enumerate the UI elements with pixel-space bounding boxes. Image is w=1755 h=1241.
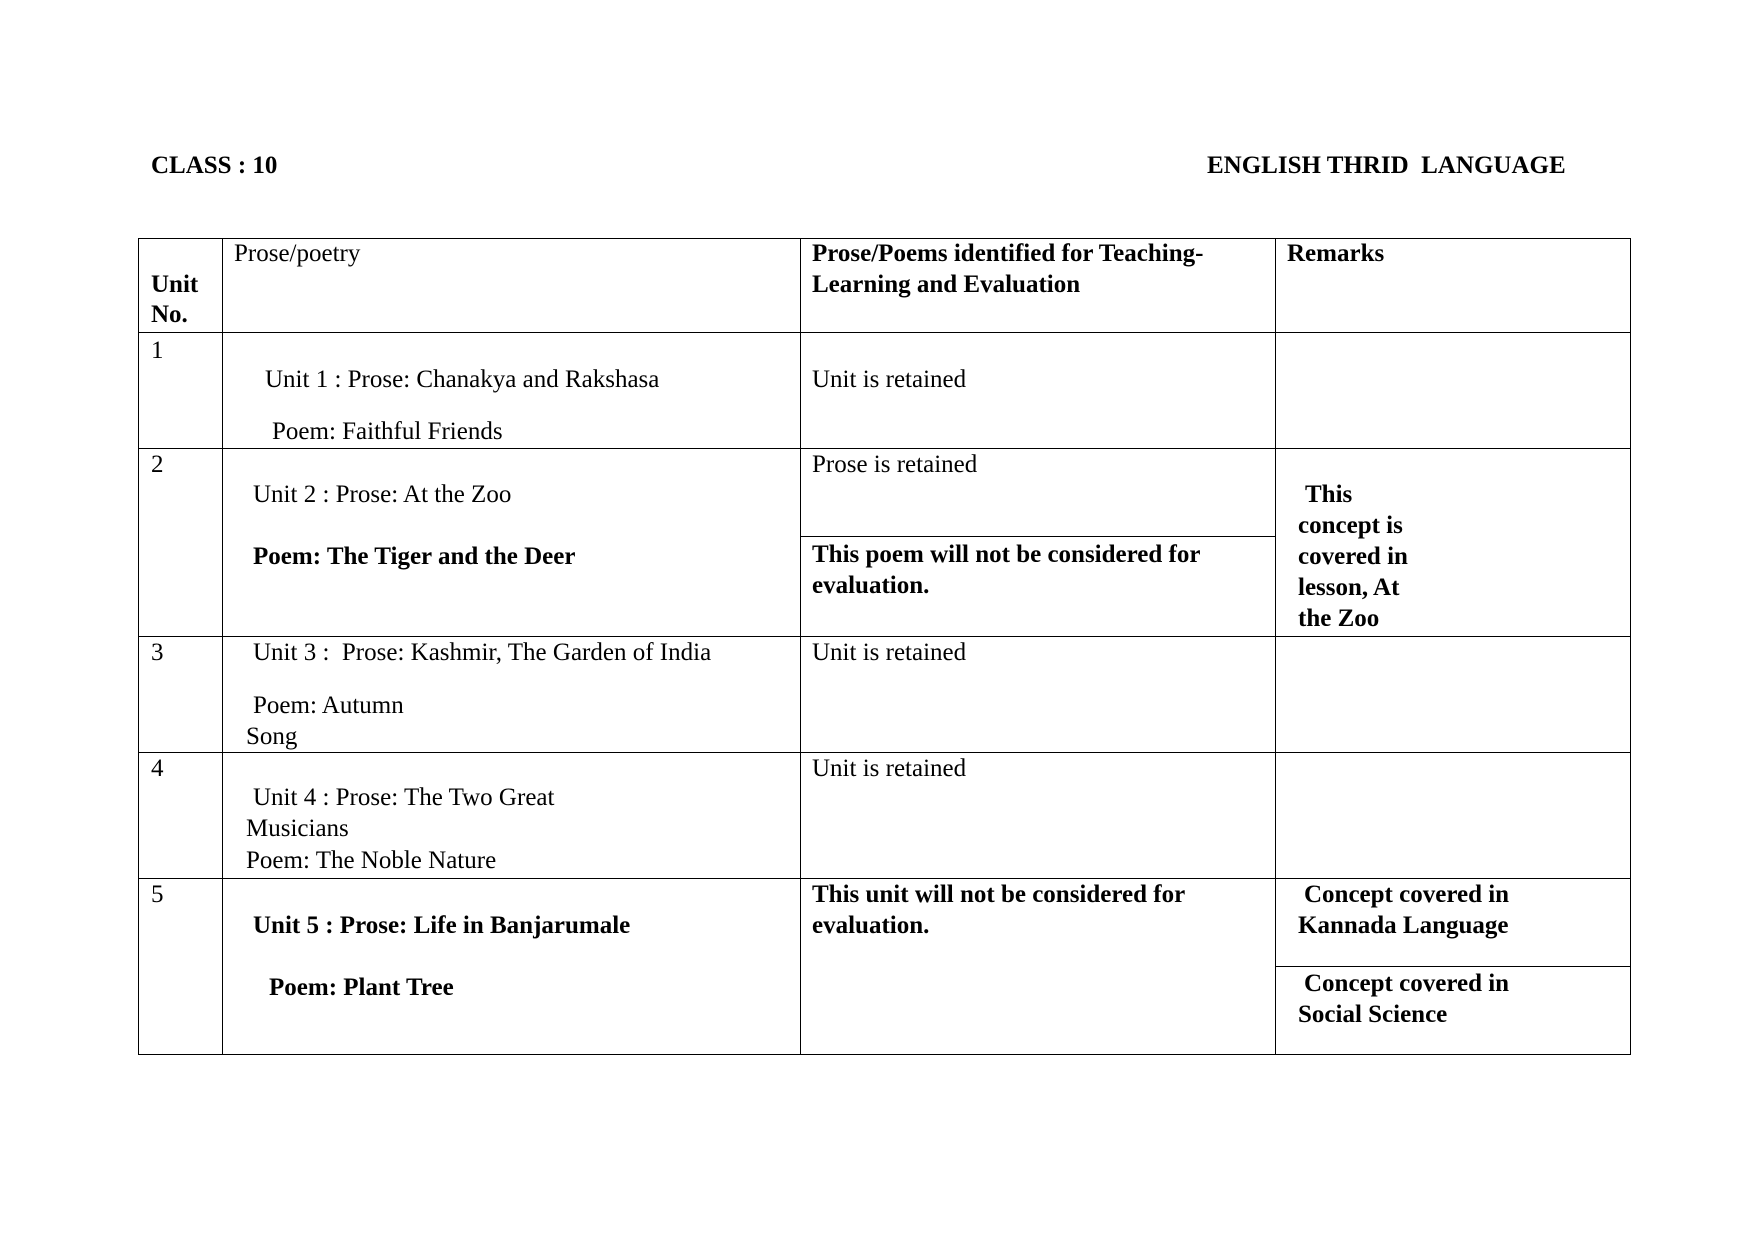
poem-status-line1: This poem will not be considered for <box>812 541 1201 568</box>
remarks-cell-split <box>1276 879 1631 1055</box>
poem-status-line2: evaluation. <box>812 572 930 599</box>
content-cell <box>223 753 801 879</box>
content-cell <box>223 637 801 753</box>
syllabus-table <box>138 238 1631 1055</box>
remark-prose-line2: Kannada Language <box>1298 912 1509 939</box>
table-row <box>139 753 1631 879</box>
unit-number: 5 <box>151 881 164 908</box>
table-row <box>139 449 1631 637</box>
remark-line1: This <box>1305 481 1353 508</box>
prose-title: Unit 5 : Prose: Life in Banjarumale <box>253 912 631 939</box>
remarks-cell <box>1276 449 1631 637</box>
header-prose-poetry <box>223 239 801 333</box>
status-line1: This unit will not be considered for <box>812 881 1186 908</box>
remarks-cell <box>1276 333 1631 449</box>
status-cell <box>801 333 1276 449</box>
status-text: Unit is retained <box>812 366 967 393</box>
unit-number-cell <box>139 753 223 879</box>
table-row <box>139 637 1631 753</box>
prose-status-text: Prose is retained <box>812 451 978 478</box>
status-cell <box>801 753 1276 879</box>
content-cell <box>223 879 801 1055</box>
poem-title: Poem: Faithful Friends <box>272 418 503 445</box>
syllabus-table-wrapper <box>138 238 1631 1055</box>
header-identified <box>801 239 1276 333</box>
unit-number: 4 <box>151 755 164 782</box>
poem-title: Poem: Plant Tree <box>269 974 454 1001</box>
status-text: Unit is retained <box>812 639 967 666</box>
unit-number-cell <box>139 333 223 449</box>
prose-title: Unit 4 : Prose: The Two Great <box>253 784 555 811</box>
remark-line3: covered in <box>1298 543 1408 570</box>
status-text: Unit is retained <box>812 755 967 782</box>
table-row <box>139 333 1631 449</box>
header-remarks <box>1276 239 1631 333</box>
remark-line4: lesson, At <box>1298 574 1400 601</box>
table-header-row <box>139 239 1631 333</box>
remark-prose-subcell <box>1276 879 1630 967</box>
poem-title: Poem: The Noble Nature <box>246 847 497 874</box>
remark-line5: the Zoo <box>1298 605 1380 632</box>
content-cell <box>223 449 801 637</box>
header-prose-poetry-text: Prose/poetry <box>234 240 361 267</box>
prose-title-cont: Musicians <box>246 815 349 842</box>
status-cell <box>801 637 1276 753</box>
prose-title: Unit 1 : Prose: Chanakya and Rakshasa <box>265 366 660 393</box>
header-identified-line1: Prose/Poems identified for Teaching- <box>812 240 1204 267</box>
remark-poem-line2: Social Science <box>1298 1001 1448 1028</box>
unit-number: 1 <box>151 337 164 364</box>
header-remarks-text: Remarks <box>1287 240 1385 267</box>
table-row <box>139 879 1631 1055</box>
remark-line2: concept is <box>1298 512 1403 539</box>
poem-title-cont: Song <box>246 723 298 750</box>
content-cell <box>223 333 801 449</box>
prose-title: Unit 2 : Prose: At the Zoo <box>253 481 512 508</box>
header-unit-no-line2: No. <box>151 301 188 328</box>
header-identified-line2: Learning and Evaluation <box>812 271 1081 298</box>
remarks-cell <box>1276 753 1631 879</box>
remark-prose-line1: Concept covered in <box>1304 881 1510 908</box>
unit-number-cell <box>139 449 223 637</box>
unit-number: 2 <box>151 451 164 478</box>
header-unit-no-line1: Unit <box>151 271 199 298</box>
remark-poem-line1: Concept covered in <box>1304 970 1510 997</box>
status-cell <box>801 879 1276 1055</box>
remarks-cell <box>1276 637 1631 753</box>
unit-number: 3 <box>151 639 164 666</box>
poem-title: Poem: Autumn <box>253 692 404 719</box>
status-cell-split <box>801 449 1276 637</box>
header-unit-no <box>139 239 223 333</box>
unit-number-cell <box>139 637 223 753</box>
poem-title: Poem: The Tiger and the Deer <box>253 543 576 570</box>
unit-number-cell <box>139 879 223 1055</box>
status-line2: evaluation. <box>812 912 930 939</box>
prose-title: Unit 3 : Prose: Kashmir, The Garden of India <box>253 639 712 666</box>
prose-status-subcell <box>801 449 1275 537</box>
subject-title: ENGLISH THRID LANGUAGE <box>1207 152 1566 179</box>
class-label: CLASS : 10 <box>151 152 278 179</box>
